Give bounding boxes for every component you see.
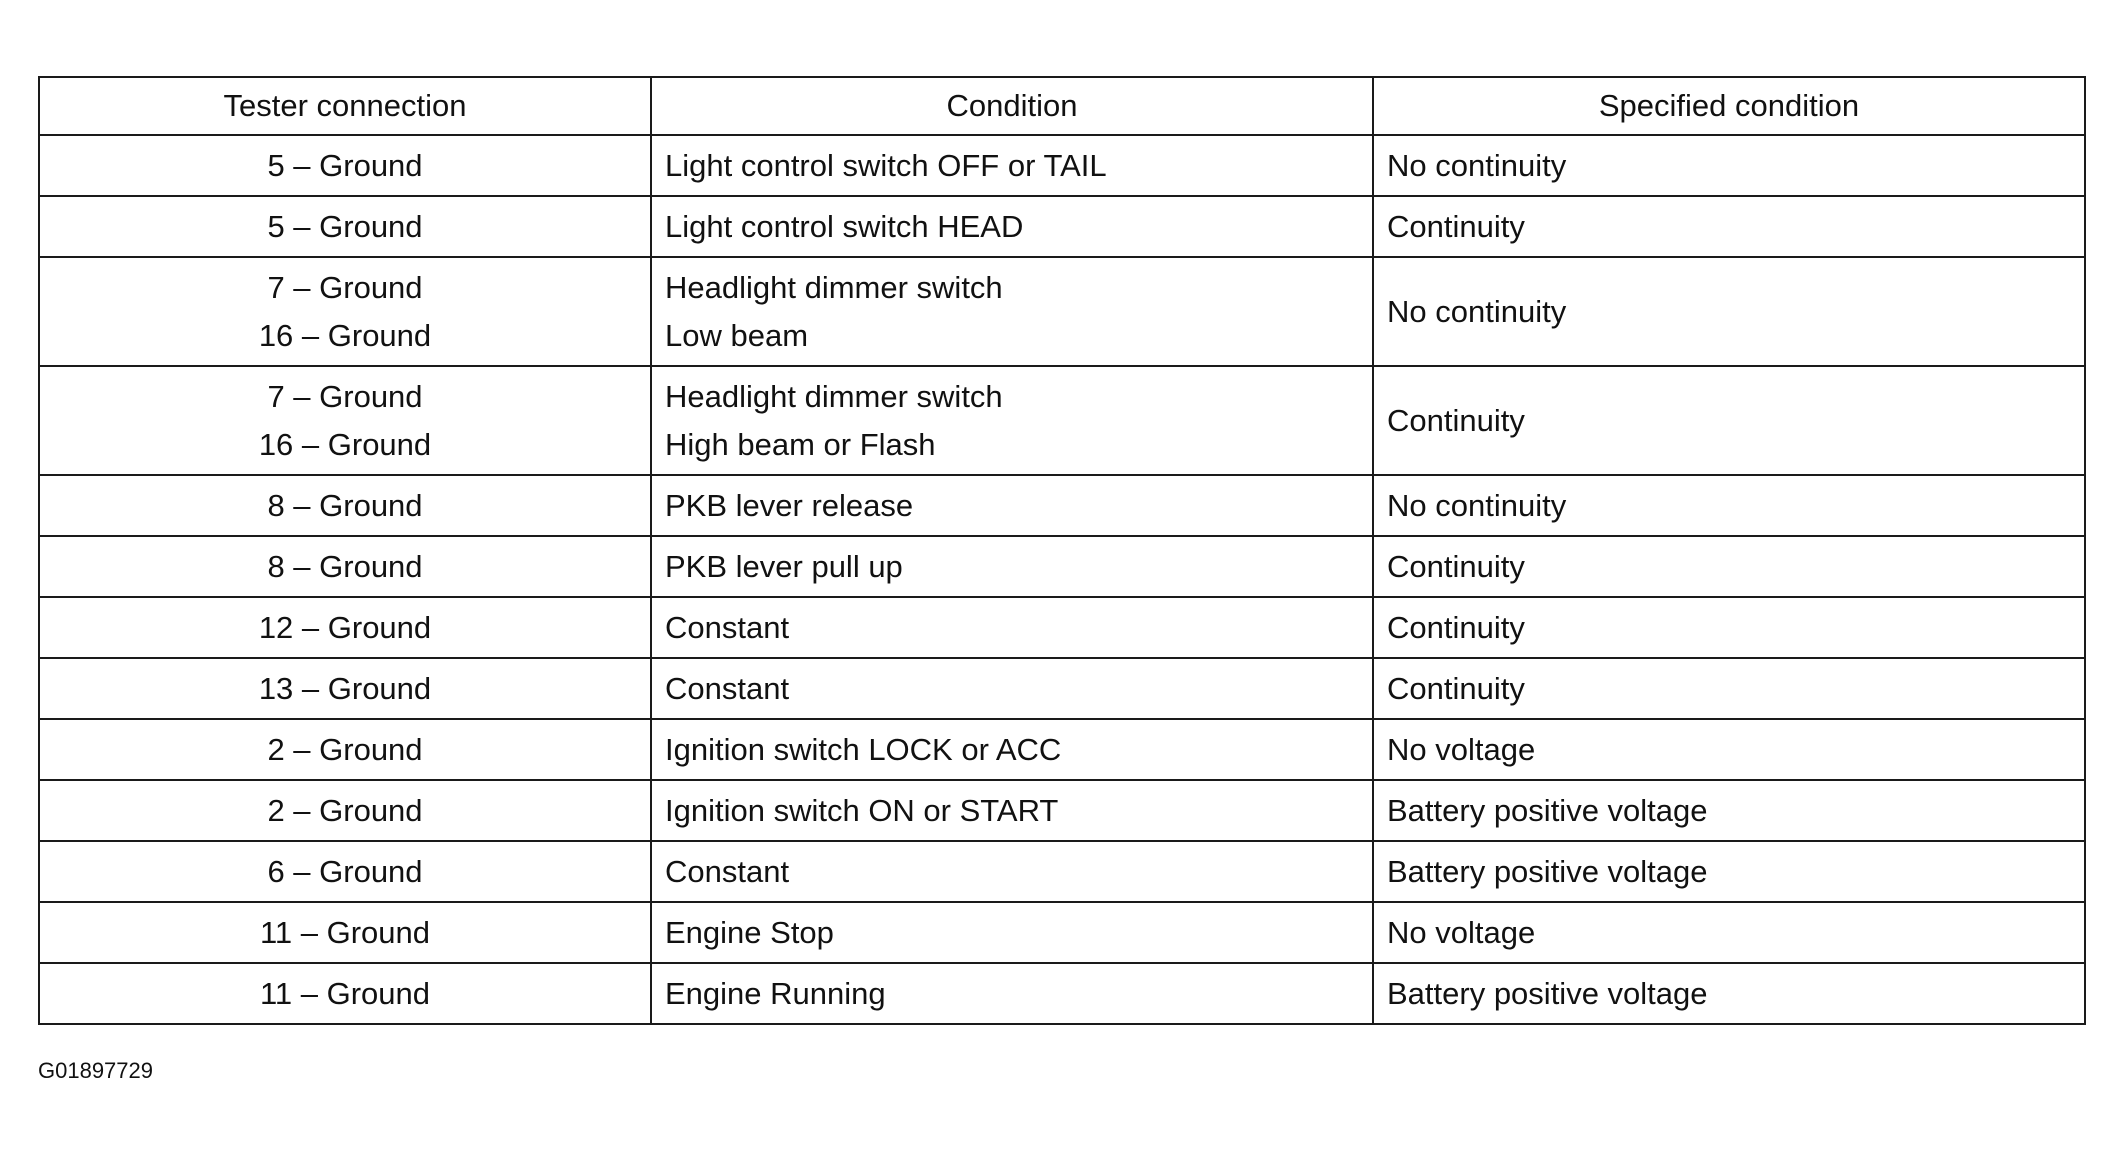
tester-connection-text: 2 – Ground (267, 792, 423, 828)
condition-cell (651, 196, 1373, 257)
tester-connection-cell (39, 135, 651, 196)
tester-connection-cell (39, 841, 651, 902)
table-row (39, 536, 2085, 597)
table-row (39, 780, 2085, 841)
tester-connection-text: 16 – Ground (258, 317, 432, 353)
tester-connection-text: 16 – Ground (258, 426, 432, 462)
specified-condition-cell: No voltage (1373, 719, 2085, 780)
figure-id: G01897729 (38, 1058, 153, 1083)
specified-condition-cell: Battery positive voltage (1373, 780, 2085, 841)
condition-text: High beam or Flash (665, 426, 936, 462)
table-row (39, 841, 2085, 902)
tester-connection-text: 5 – Ground (267, 147, 423, 183)
specified-condition-cell: Battery positive voltage (1373, 841, 2085, 902)
condition-cell (651, 257, 1373, 366)
condition-cell (651, 841, 1373, 902)
tester-connection-cell (39, 196, 651, 257)
specified-condition-cell: No continuity (1373, 257, 2085, 366)
condition-text: Engine Running (665, 975, 886, 1011)
tester-connection-table (38, 76, 2086, 1025)
specified-condition-cell: Battery positive voltage (1373, 963, 2085, 1024)
header-specified-condition: Specified condition (1373, 77, 2085, 135)
condition-text: Low beam (665, 317, 809, 353)
specified-condition-cell: No continuity (1373, 475, 2085, 536)
tester-connection-text: 8 – Ground (267, 548, 423, 584)
tester-connection-cell (39, 257, 651, 366)
condition-cell (651, 597, 1373, 658)
condition-text: Constant (665, 853, 790, 889)
tester-connection-cell (39, 597, 651, 658)
specified-condition-cell: Continuity (1373, 658, 2085, 719)
condition-cell (651, 780, 1373, 841)
table-row (39, 257, 2085, 366)
specified-condition-cell: Continuity (1373, 366, 2085, 475)
condition-cell (651, 963, 1373, 1024)
tester-connection-text: 6 – Ground (267, 853, 423, 889)
condition-text: Light control switch HEAD (665, 208, 1024, 244)
tester-connection-text: 7 – Ground (267, 269, 423, 305)
table-row (39, 196, 2085, 257)
tester-connection-text: 7 – Ground (267, 378, 423, 414)
condition-cell (651, 475, 1373, 536)
specified-condition-cell: No voltage (1373, 902, 2085, 963)
tester-connection-text: 12 – Ground (258, 609, 432, 645)
tester-connection-cell (39, 536, 651, 597)
tester-connection-text: 8 – Ground (267, 487, 423, 523)
condition-cell (651, 366, 1373, 475)
condition-text: Ignition switch ON or START (665, 792, 1059, 828)
condition-text: Constant (665, 670, 790, 706)
condition-text: PKB lever pull up (665, 548, 903, 584)
tester-connection-cell (39, 902, 651, 963)
table-row (39, 658, 2085, 719)
header-row (39, 77, 2085, 135)
condition-cell (651, 902, 1373, 963)
tester-connection-text: 13 – Ground (258, 670, 432, 706)
table-row (39, 366, 2085, 475)
condition-text: Headlight dimmer switch (665, 378, 1003, 414)
specified-condition-cell: Continuity (1373, 597, 2085, 658)
header-condition: Condition (651, 77, 1373, 135)
table-row (39, 963, 2085, 1024)
table-body (39, 135, 2085, 1024)
specified-condition-cell: Continuity (1373, 536, 2085, 597)
condition-text: PKB lever release (665, 487, 914, 523)
tester-connection-text: 5 – Ground (267, 208, 423, 244)
tester-connection-cell (39, 475, 651, 536)
condition-text: Headlight dimmer switch (665, 269, 1003, 305)
tester-connection-cell (39, 719, 651, 780)
table-row (39, 475, 2085, 536)
specified-condition-cell: No continuity (1373, 135, 2085, 196)
condition-cell (651, 536, 1373, 597)
tester-connection-text: 11 – Ground (259, 914, 431, 950)
condition-text: Ignition switch LOCK or ACC (665, 731, 1062, 767)
table-header (39, 77, 2085, 135)
condition-cell (651, 719, 1373, 780)
tester-connection-cell (39, 658, 651, 719)
condition-text: Light control switch OFF or TAIL (665, 147, 1107, 183)
tester-connection-cell (39, 780, 651, 841)
specified-condition-cell: Continuity (1373, 196, 2085, 257)
tester-connection-cell (39, 366, 651, 475)
tester-connection-cell (39, 963, 651, 1024)
condition-text: Constant (665, 609, 790, 645)
condition-text: Engine Stop (665, 914, 834, 950)
tester-connection-text: 11 – Ground (259, 975, 431, 1011)
condition-cell (651, 658, 1373, 719)
table-row (39, 902, 2085, 963)
table-row (39, 135, 2085, 196)
table-row (39, 597, 2085, 658)
header-tester-connection: Tester connection (39, 77, 651, 135)
table-row (39, 719, 2085, 780)
tester-connection-text: 2 – Ground (267, 731, 423, 767)
condition-cell (651, 135, 1373, 196)
